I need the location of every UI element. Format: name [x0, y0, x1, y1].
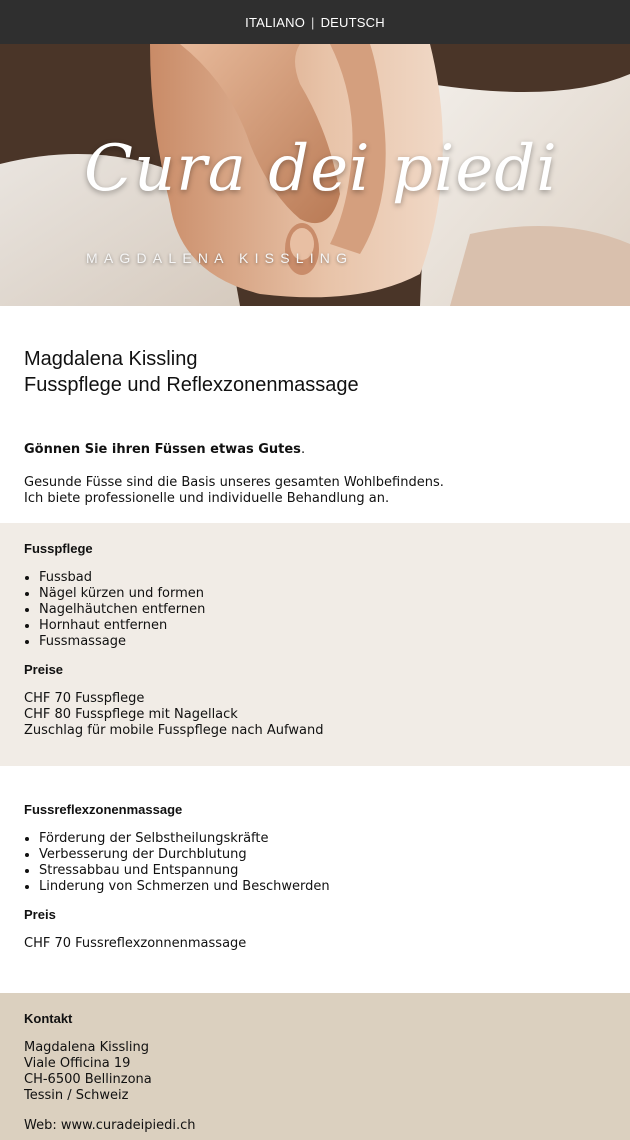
- reflexzonen-price-title: Preis: [24, 907, 56, 922]
- price-line: CHF 80 Fusspflege mit Nagellack: [24, 707, 238, 722]
- address-line: Magdalena Kissling: [24, 1040, 149, 1055]
- kontakt-web: [24, 1118, 606, 1133]
- list-item: • Verbesserung der Durchblutung: [39, 847, 606, 863]
- page-heading: [24, 346, 606, 398]
- intro-section: [0, 306, 630, 523]
- fusspflege-prices-title: Preise: [24, 662, 64, 677]
- web-label: Web:: [24, 1118, 61, 1133]
- list-item: • Fussmassage: [39, 634, 606, 650]
- reflexzonen-title: Fussreflexzonenmassage: [24, 802, 183, 817]
- intro-lead: [24, 442, 606, 457]
- list-item: • Hornhaut entfernen: [39, 618, 606, 634]
- fusspflege-list: [24, 570, 606, 650]
- address-line: Tessin / Schweiz: [24, 1088, 129, 1103]
- list-item: • Förderung der Selbstheilungskräfte: [39, 831, 606, 847]
- hero-subtitle: MAGDALENA KISSLING: [86, 250, 354, 266]
- intro-lead-bold: Gönnen Sie ihren Füssen etwas Gutes: [24, 442, 301, 457]
- web-url: www.curadeipiedi.ch: [60, 1118, 196, 1133]
- price-line: CHF 70 Fussreflexzonnenmassage: [24, 936, 247, 951]
- intro-body-line1: Gesunde Füsse sind die Basis unseres gesamten Wohlbefindens.: [24, 475, 444, 490]
- kontakt-section: [0, 993, 630, 1140]
- language-link-deutsch[interactable]: DEUTSCH: [320, 14, 385, 30]
- reflexzonen-prices: [24, 936, 606, 952]
- hero-banner: [0, 44, 630, 306]
- intro-lead-end: .: [300, 442, 306, 457]
- list-item: • Linderung von Schmerzen und Beschwerden: [39, 879, 606, 895]
- fusspflege-prices: [24, 691, 606, 739]
- price-line: CHF 70 Fusspflege: [24, 691, 145, 706]
- language-separator: |: [311, 14, 315, 30]
- price-line: Zuschlag für mobile Fusspflege nach Aufwand: [24, 723, 324, 738]
- address-line: Viale Officina 19: [24, 1056, 131, 1071]
- language-link-italiano[interactable]: ITALIANO: [245, 14, 306, 30]
- intro-body-line2: Ich biete professionelle und individuelle Behandlung an.: [24, 491, 390, 506]
- language-bar: [0, 0, 630, 44]
- page-heading-line2: Fusspflege und Reflexzonenmassage: [24, 374, 359, 396]
- list-item: • Nagelhäutchen entfernen: [39, 602, 606, 618]
- kontakt-address: [24, 1040, 606, 1104]
- fusspflege-section: [0, 523, 630, 766]
- reflexzonen-section: [0, 766, 630, 993]
- address-line: CH-6500 Bellinzona: [24, 1072, 152, 1087]
- intro-body: [24, 475, 606, 507]
- hero-title: Cura dei piedi: [84, 132, 558, 206]
- fusspflege-title: Fusspflege: [24, 541, 93, 556]
- page-heading-line1: Magdalena Kissling: [24, 348, 198, 370]
- list-item: • Stressabbau und Entspannung: [39, 863, 606, 879]
- kontakt-title: Kontakt: [24, 1011, 73, 1026]
- list-item: • Nägel kürzen und formen: [39, 586, 606, 602]
- list-item: • Fussbad: [39, 570, 606, 586]
- reflexzonen-list: [24, 831, 606, 895]
